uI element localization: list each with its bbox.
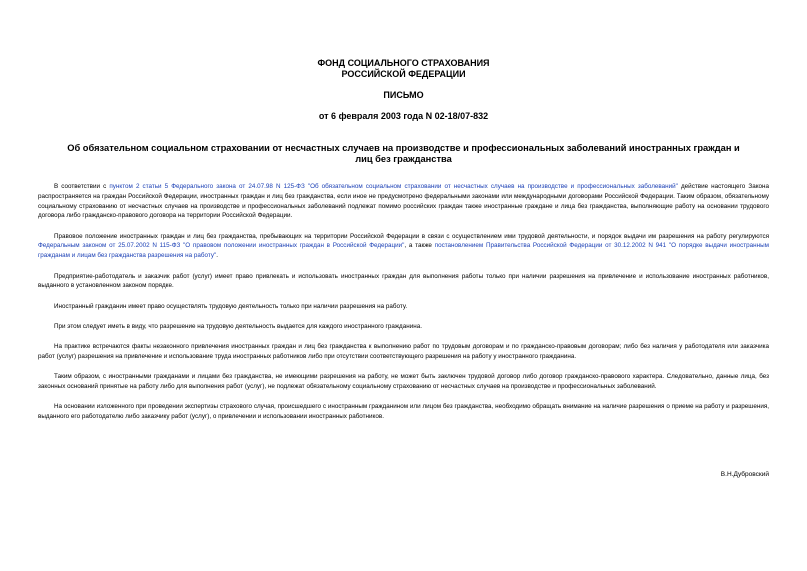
paragraph-8: На основании изложенного при проведении экспертизы страхового случая, происшедшего с иностранным гражданином или лицом без гражданства, необходимо обращать внимание на наличие разрешения о приеме на работу и разрешения, выданного его работодателю либо заказчику работ (услуг), о привлечении и использовании иностранных работников. bbox=[38, 403, 769, 421]
document-number: от 6 февраля 2003 года N 02-18/07-832 bbox=[318, 111, 489, 121]
paragraph-7: Таким образом, с иностранными гражданами и лицами без гражданства, не имеющими разрешения на работу, не может быть заключен трудовой договор либо договор гражданско-правового характера. Следовательно, данные лица, без законных оснований принятые на работу либо для выполнения работ (услуг), не подлежат обязательному социальному страхованию от несчастных случаев на производстве и профессиональных заболеваний. bbox=[38, 373, 769, 391]
issuer-line-2: РОССИЙСКОЙ ФЕДЕРАЦИИ bbox=[341, 69, 466, 79]
paragraph-text: действие настоящего Закона распространяется на граждан Российской Федерации, иностранных граждан и лиц без гражданства, если иное не предусмотрено федеральными законами или международными договорами Российской Федерации. Таким образом, обязательному социальному страхованию от несчастных случаев на производстве и профессиональных заболеваний подлежат помимо российских граждан также иностранные граждане и лица без гражданства, выполняющие работу на основании трудового договора либо гражданско-правового договора на территории Российской Федерации. bbox=[38, 183, 770, 220]
paragraph-1 bbox=[38, 182, 769, 221]
paragraph-text: . bbox=[216, 252, 218, 260]
issuer-line-1: ФОНД СОЦИАЛЬНОГО СТРАХОВАНИЯ bbox=[317, 58, 490, 68]
resolution-941-link[interactable]: постановлением Правительства Российской Федерации от 30.12.2002 N 941 "О порядке выдачи иностранным гражданам и лицам без гражданства разрешения на работу" bbox=[38, 242, 769, 260]
law-125-fz-link[interactable]: пунктом 2 статьи 5 Федерального закона от 24.07.98 N 125-ФЗ "Об обязательном социальном страховании от несчастных случаев на производстве и профессиональных заболеваний" bbox=[109, 183, 678, 190]
document-title: Об обязательном социальном страховании от несчастных случаев на производстве и профессиональных заболеваний иностранных граждан и лиц без гражданства bbox=[67, 143, 740, 164]
paragraph-5: При этом следует иметь в виду, что разрешение на трудовую деятельность выдается для каждого иностранного гражданина. bbox=[54, 322, 422, 330]
paragraph-text: , а также bbox=[404, 242, 435, 250]
paragraph-text: Правовое положение иностранных граждан и лиц без гражданства, пребывающих на территории Российской Федерации в связи с осуществлением ими трудовой деятельности, и порядок выдачи им разрешения на работу регулируются bbox=[54, 232, 769, 240]
law-115-fz-link[interactable]: Федеральным законом от 25.07.2002 N 115-ФЗ "О правовом положении иностранных граждан в Российской Федерации" bbox=[38, 242, 405, 250]
paragraph-3: Предприятие-работодатель и заказчик работ (услуг) имеет право привлекать и использовать иностранных граждан для выполнения работы только при наличии разрешения на привлечение и использование иностранных работников, выданного в установленном законом порядке. bbox=[38, 272, 769, 290]
issuer-block bbox=[0, 58, 807, 80]
signature: В.Н.Дубровский bbox=[720, 471, 769, 478]
paragraph-6: На практике встречаются факты незаконного привлечения иностранных граждан и лиц без гражданства к выполнению работ по трудовым договорам и по гражданско-правовым договорам; либо без наличия у работодателя или заказчика работ (услуг) разрешения на привлечение и использование труда иностранных работников либо при отсутствии соответствующего разрешения на работу у иностранного гражданина. bbox=[38, 343, 769, 361]
paragraph-2 bbox=[38, 232, 769, 261]
paragraph-text: В соответствии с bbox=[54, 183, 110, 190]
document-body bbox=[38, 182, 769, 433]
document-type: ПИСЬМО bbox=[383, 90, 424, 100]
paragraph-4: Иностранный гражданин имеет право осуществлять трудовую деятельность только при наличии разрешения на работу. bbox=[54, 302, 408, 310]
